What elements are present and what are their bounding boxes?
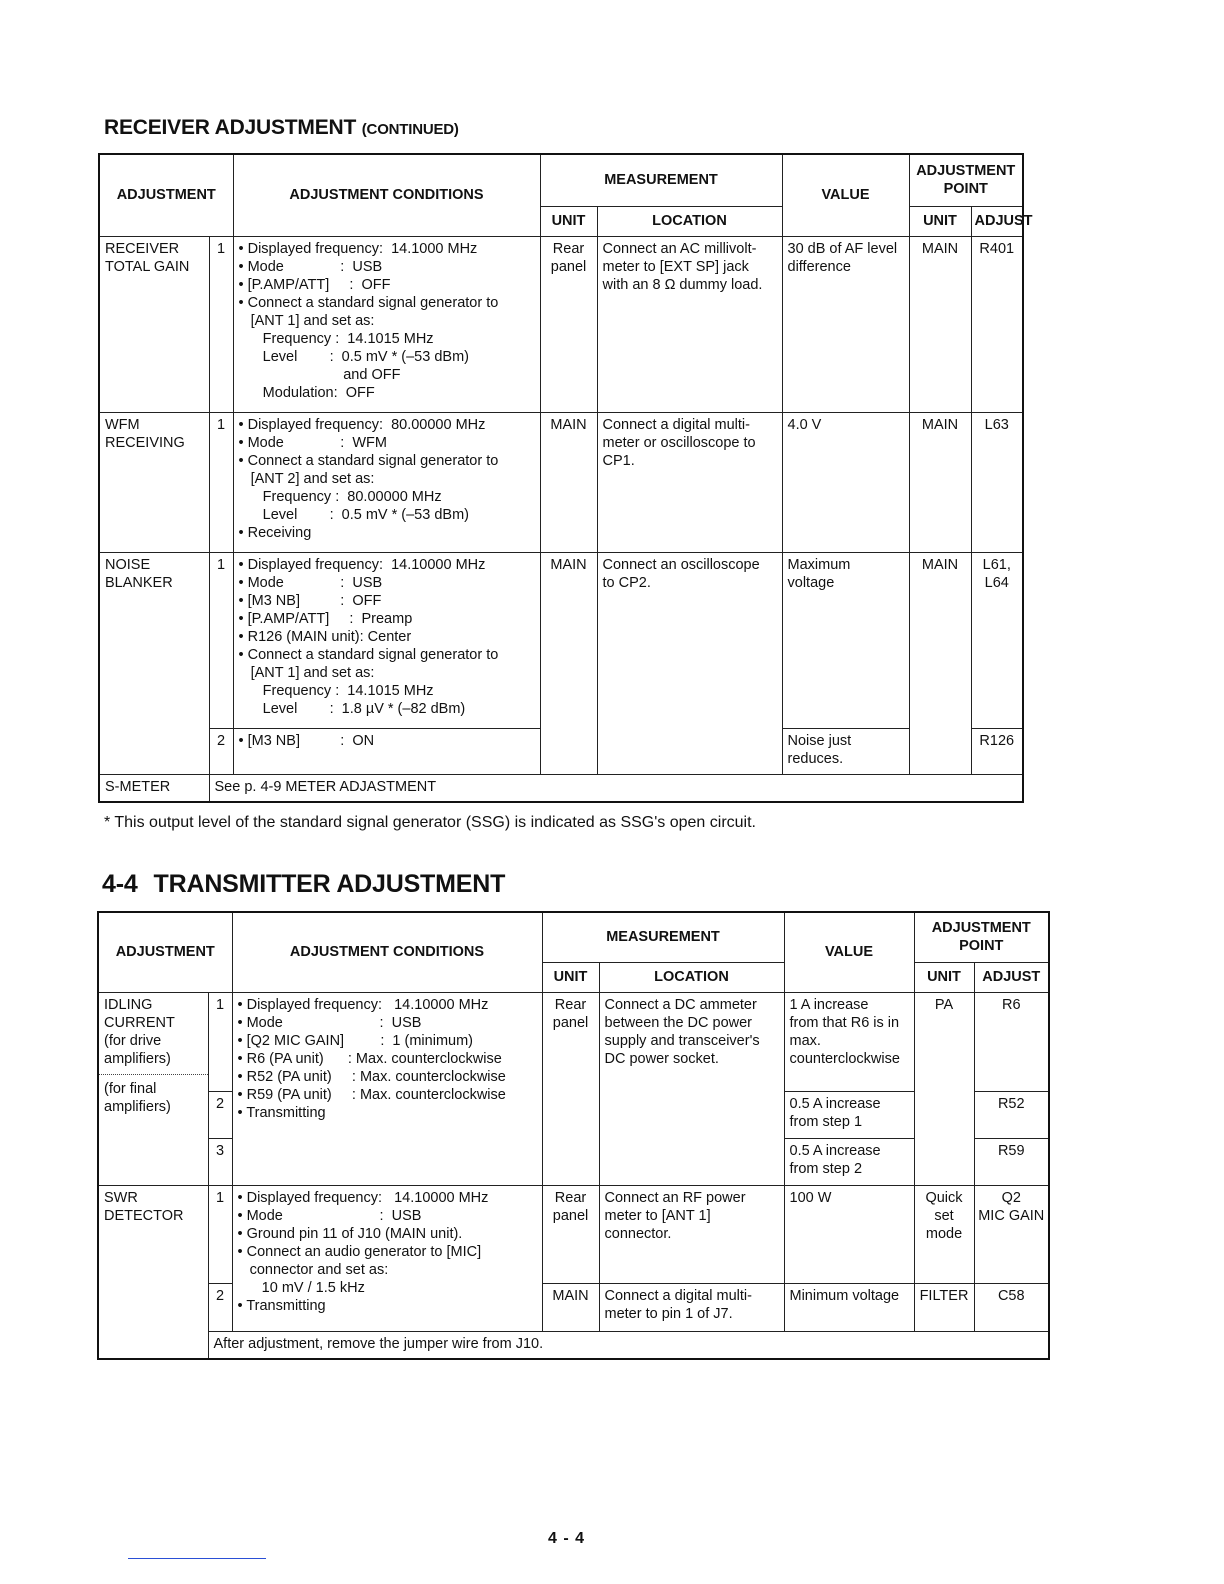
row-adjust: R59	[974, 1138, 1049, 1185]
table-row	[99, 236, 1023, 412]
row-adjustment-name	[98, 992, 208, 1185]
dotted-separator	[99, 1074, 208, 1075]
row-step: 1	[209, 552, 233, 728]
row-adjust: R6	[974, 992, 1049, 1091]
row-step: 3	[208, 1138, 232, 1185]
row-adjustment-name: NOISE BLANKER	[99, 552, 209, 774]
row-adjust: R126	[971, 728, 1023, 774]
table-row	[98, 992, 1049, 1091]
header-adjustment: ADJUSTMENT	[99, 154, 233, 236]
section-title-text: RECEIVER ADJUSTMENT	[104, 116, 357, 139]
row-value: Minimum voltage	[784, 1283, 914, 1331]
row-adjustment-name: S-METER	[99, 774, 209, 802]
table-row	[98, 1331, 1049, 1359]
row-value: Maximum voltage	[782, 552, 909, 728]
row-location: Connect an oscilloscope to CP2.	[597, 552, 782, 774]
row-conditions: • Displayed frequency: 80.00000 MHz • Mode : WFM • Connect a standard signal generator to [ANT 2] and set as: Frequency : 80.00000 MHz Level : 0.5 mV * (–53 dBm) • Receiving	[233, 412, 540, 552]
final-amplifiers-label: (for final amplifiers)	[104, 1080, 171, 1115]
row-value: 1 A increase from that R6 is in max. counterclockwise	[784, 992, 914, 1091]
header-adjust: ADJUST	[974, 962, 1049, 992]
row-adjustment-name: SWR DETECTOR	[98, 1185, 208, 1359]
header-value: VALUE	[782, 154, 909, 236]
header-location: LOCATION	[597, 206, 782, 236]
row-location: Connect a digital multi- meter or oscilloscope to CP1.	[597, 412, 782, 552]
row-step: 2	[208, 1091, 232, 1138]
row-value: Noise just reduces.	[782, 728, 909, 774]
row-step: 1	[208, 992, 232, 1091]
header-location: LOCATION	[599, 962, 784, 992]
header-adj-unit: UNIT	[909, 206, 971, 236]
header-adjustment-point: ADJUSTMENT POINT	[914, 912, 1049, 962]
row-unit: MAIN	[540, 552, 597, 774]
transmitter-adjustment-table	[97, 911, 1050, 1360]
row-conditions: • Displayed frequency: 14.10000 MHz • Mode : USB • [Q2 MIC GAIN] : 1 (minimum) • R6 (PA unit) : Max. counterclockwise • R52 (PA unit) : Max. counterclockwise • R59 (PA unit) : Max. counterclockwise • Transmitting	[232, 992, 542, 1185]
row-value: 0.5 A increase from step 2	[784, 1138, 914, 1185]
header-value: VALUE	[784, 912, 914, 992]
header-conditions: ADJUSTMENT CONDITIONS	[233, 154, 540, 236]
row-adjustment-name: WFM RECEIVING	[99, 412, 209, 552]
row-adj-unit: PA	[914, 992, 974, 1185]
header-unit: UNIT	[540, 206, 597, 236]
row-adj-unit: MAIN	[909, 552, 971, 774]
row-unit: Rear panel	[542, 1185, 599, 1283]
transmitter-section-title	[102, 870, 505, 899]
row-step: 2	[209, 728, 233, 774]
row-step: 1	[208, 1185, 232, 1283]
row-step: 1	[209, 236, 233, 412]
table-row	[98, 1185, 1049, 1283]
section-number: 4-4	[102, 870, 138, 898]
header-measurement: MEASUREMENT	[540, 154, 782, 206]
table-row	[99, 774, 1023, 802]
drive-amplifiers-label: (for drive amplifiers)	[104, 1032, 171, 1067]
row-conditions: • Displayed frequency: 14.10000 MHz • Mode : USB • [M3 NB] : OFF • [P.AMP/ATT] : Preamp • R126 (MAIN unit): Center • Connect a standard signal generator to [ANT 1] and set as: Frequency : 14.1015 MHz Level : 1.8 µV * (–82 dBm)	[233, 552, 540, 728]
row-adjust: Q2 MIC GAIN	[974, 1185, 1049, 1283]
header-adjustment-point: ADJUSTMENT POINT	[909, 154, 1023, 206]
row-location: Connect an RF power meter to [ANT 1] connector.	[599, 1185, 784, 1283]
row-unit: MAIN	[540, 412, 597, 552]
header-unit: UNIT	[542, 962, 599, 992]
row-value: 30 dB of AF level difference	[782, 236, 909, 412]
section-title-suffix: (CONTINUED)	[361, 121, 459, 138]
row-step: 2	[208, 1283, 232, 1331]
row-reference: See p. 4-9 METER ADJASTMENT	[209, 774, 1023, 802]
table-row	[99, 412, 1023, 552]
row-location: Connect a DC ammeter between the DC power supply and transceiver's DC power socket.	[599, 992, 784, 1185]
row-note: After adjustment, remove the jumper wire from J10.	[208, 1331, 1049, 1359]
row-unit: Rear panel	[540, 236, 597, 412]
footer-rule	[128, 1558, 266, 1559]
row-value: 0.5 A increase from step 1	[784, 1091, 914, 1138]
header-adjustment: ADJUSTMENT	[98, 912, 232, 992]
row-adj-unit: FILTER	[914, 1283, 974, 1331]
row-adjust: C58	[974, 1283, 1049, 1331]
row-adjust: R52	[974, 1091, 1049, 1138]
idling-current-label: IDLING CURRENT	[104, 996, 175, 1031]
row-adjust: L61, L64	[971, 552, 1023, 728]
header-measurement: MEASUREMENT	[542, 912, 784, 962]
page-number: 4 - 4	[548, 1530, 586, 1547]
row-adj-unit: MAIN	[909, 412, 971, 552]
row-adj-unit: Quick set mode	[914, 1185, 974, 1283]
header-adj-unit: UNIT	[914, 962, 974, 992]
header-conditions: ADJUSTMENT CONDITIONS	[232, 912, 542, 992]
row-adjust: L63	[971, 412, 1023, 552]
header-adjust: ADJUST	[971, 206, 1023, 236]
row-value: 100 W	[784, 1185, 914, 1283]
row-location: Connect a digital multi- meter to pin 1 of J7.	[599, 1283, 784, 1331]
row-conditions: • [M3 NB] : ON	[233, 728, 540, 774]
row-step: 1	[209, 412, 233, 552]
row-adjust: R401	[971, 236, 1023, 412]
section-title	[104, 116, 459, 140]
row-value: 4.0 V	[782, 412, 909, 552]
row-unit: Rear panel	[542, 992, 599, 1185]
section-title-text: TRANSMITTER ADJUSTMENT	[153, 870, 506, 898]
row-location: Connect an AC millivolt- meter to [EXT SP] jack with an 8 Ω dummy load.	[597, 236, 782, 412]
row-conditions: • Displayed frequency: 14.1000 MHz • Mode : USB • [P.AMP/ATT] : OFF • Connect a standard signal generator to [ANT 1] and set as: Frequency : 14.1015 MHz Level : 0.5 mV * (–53 dBm) and OFF Modulation: OFF	[233, 236, 540, 412]
row-unit: MAIN	[542, 1283, 599, 1331]
receiver-adjustment-table	[98, 153, 1033, 803]
footnote: * This output level of the standard signal generator (SSG) is indicated as SSG's open circuit.	[104, 814, 756, 831]
table-row	[99, 552, 1023, 728]
row-conditions: • Displayed frequency: 14.10000 MHz • Mode : USB • Ground pin 11 of J10 (MAIN unit). • Connect an audio generator to [MIC] connector and set as: 10 mV / 1.5 kHz • Transmitting	[232, 1185, 542, 1331]
row-adjustment-name: RECEIVER TOTAL GAIN	[99, 236, 209, 412]
row-adj-unit: MAIN	[909, 236, 971, 412]
